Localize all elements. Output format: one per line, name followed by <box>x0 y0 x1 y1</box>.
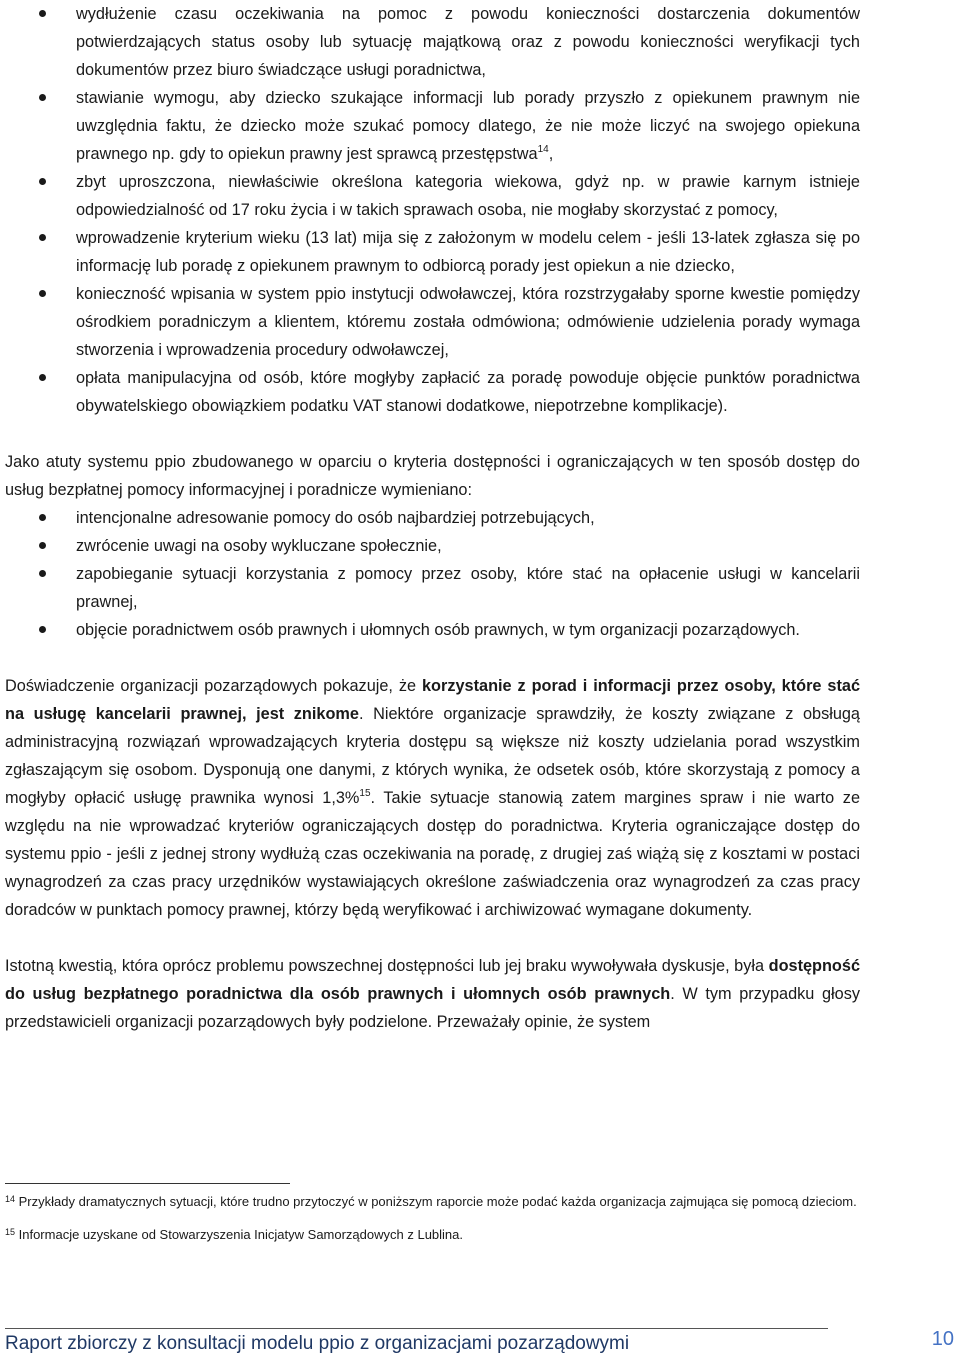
list-item: stawianie wymogu, aby dziecko szukające informacji lub porady przyszło z opiekunem prawnym nie uwzględnia faktu, że dziecko może szukać pomocy dlatego, że nie może liczyć na swojego opiekuna prawnego np. gdy to opiekun prawny jest sprawcą przestępstwa$^{14}$, <box>5 84 860 168</box>
list-item: objęcie poradnictwem osób prawnych i ułomnych osób prawnych, w tym organizacji pozarządowych. <box>5 616 860 644</box>
list-item: zapobieganie sytuacji korzystania z pomocy przez osoby, które stać na opłacenie usługi w kancelarii prawnej, <box>5 560 860 616</box>
list-item: zwrócenie uwagi na osoby wykluczane społecznie, <box>5 532 860 560</box>
advantages-list <box>5 504 860 644</box>
page-number: 10 <box>931 1328 954 1350</box>
footnote-14: $^{14}$ Przykłady dramatycznych sytuacji, które trudno przytoczyć w poniższym raporcie może podać każda organizacja zajmująca się pomocą dzieciom. <box>5 1194 857 1209</box>
drawbacks-list <box>5 0 860 420</box>
list-item: zbyt uproszczona, niewłaściwie określona kategoria wiekowa, gdyż np. w prawie karnym istnieje odpowiedzialność od 17 roku życia i w takich sprawach osoba, nie mogłaby skorzystać z pomocy, <box>5 168 860 224</box>
paragraph-istotna: Istotną kwestią, która oprócz problemu powszechnej dostępności lub jej braku wywoływała dyskusje, była dostępność do usług bezpłatnego poradnictwa dla osób prawnych i ułomnych osób prawnych. W tym przypadku głosy przedstawicieli organizacji pozarządowych były podzielone. Przeważały opinie, że system <box>5 957 860 1031</box>
footer-divider <box>5 1328 828 1329</box>
footnotes <box>5 1193 860 1259</box>
footnote-ref-14[interactable]: 14 <box>537 144 549 155</box>
paragraph-atuty: Jako atuty systemu ppio zbudowanego w oparciu o kryteria dostępności i ograniczających w ten sposób dostęp do usług bezpłatnej pomocy informacyjnej i poradnicze wymieniano: <box>5 453 860 499</box>
footnote-ref-15[interactable]: 15 <box>359 788 371 799</box>
list-item: opłata manipulacyjna od osób, które mogłyby zapłacić za poradę powoduje objęcie punktów poradnictwa obywatelskiego obowiązkiem podatku VAT stanowi dodatkowe, niepotrzebne komplikacje). <box>5 364 860 420</box>
footer-title: Raport zbiorczy z konsultacji modelu ppio z organizacjami pozarządowymi <box>5 1333 630 1354</box>
list-item: intencjonalne adresowanie pomocy do osób najbardziej potrzebujących, <box>5 504 860 532</box>
list-item: wydłużenie czasu oczekiwania na pomoc z powodu konieczności dostarczenia dokumentów potwierdzających status osoby lub sytuację majątkową oraz z powodu konieczności weryfikacji tych dokumentów przez biuro świadczące usługi poradnictwa, <box>5 0 860 84</box>
paragraph-doswiadczenie: Doświadczenie organizacji pozarządowych pokazuje, że korzystanie z porad i informacji przez osoby, które stać na usługę kancelarii prawnej, jest znikome. Niektóre organizacje sprawdziły, że koszty związane z obsługą administracyjną rozwiązań wprowadzających kryteria dostępu są większe niż koszty udzielania porad wszystkim zgłaszającym się osobom. Dysponują one danymi, z których wynika, że odsetek osób, które skorzystają z pomocy a mogłyby opłacić usługę prawnika wynosi 1,3%$^{15}$. Takie sytuacje stanowią zatem margines spraw i nie warto ze względu na nie wprowadzać kryteriów ograniczających dostęp do poradnictwa. Kryteria ograniczające dostęp do systemu ppio - jeśli z jednej strony wydłużą czas oczekiwania na poradę, z drugiej zaś wiążą się z kosztami w postaci wynagrodzeń za czas pracy urzędników wystawiających określone zaświadczenia oraz wynagrodzeń za czas pracy doradców w punktach pomocy prawnej, którzy będą weryfikować i archiwizować wymagane dokumenty. <box>5 677 860 919</box>
list-item: wprowadzenie kryterium wieku (13 lat) mija się z założonym w modelu celem - jeśli 13-latek zgłasza się po informację lub poradę z opiekunem prawnym to odbiorcą porady jest opiekun a nie dziecko, <box>5 224 860 280</box>
footnote-separator <box>5 1183 290 1184</box>
footnote-15: $^{15}$ Informacje uzyskane od Stowarzyszenia Inicjatyw Samorządowych z Lublina. <box>5 1227 464 1242</box>
document-body <box>5 0 860 1036</box>
list-item: konieczność wpisania w system ppio instytucji odwoławczej, która rozstrzygałaby sporne kwestie pomiędzy ośrodkiem poradniczym a klientem, któremu została odmówiona; odmówienie udzielenia porady wymaga stworzenia i wprowadzenia procedury odwoławczej, <box>5 280 860 364</box>
